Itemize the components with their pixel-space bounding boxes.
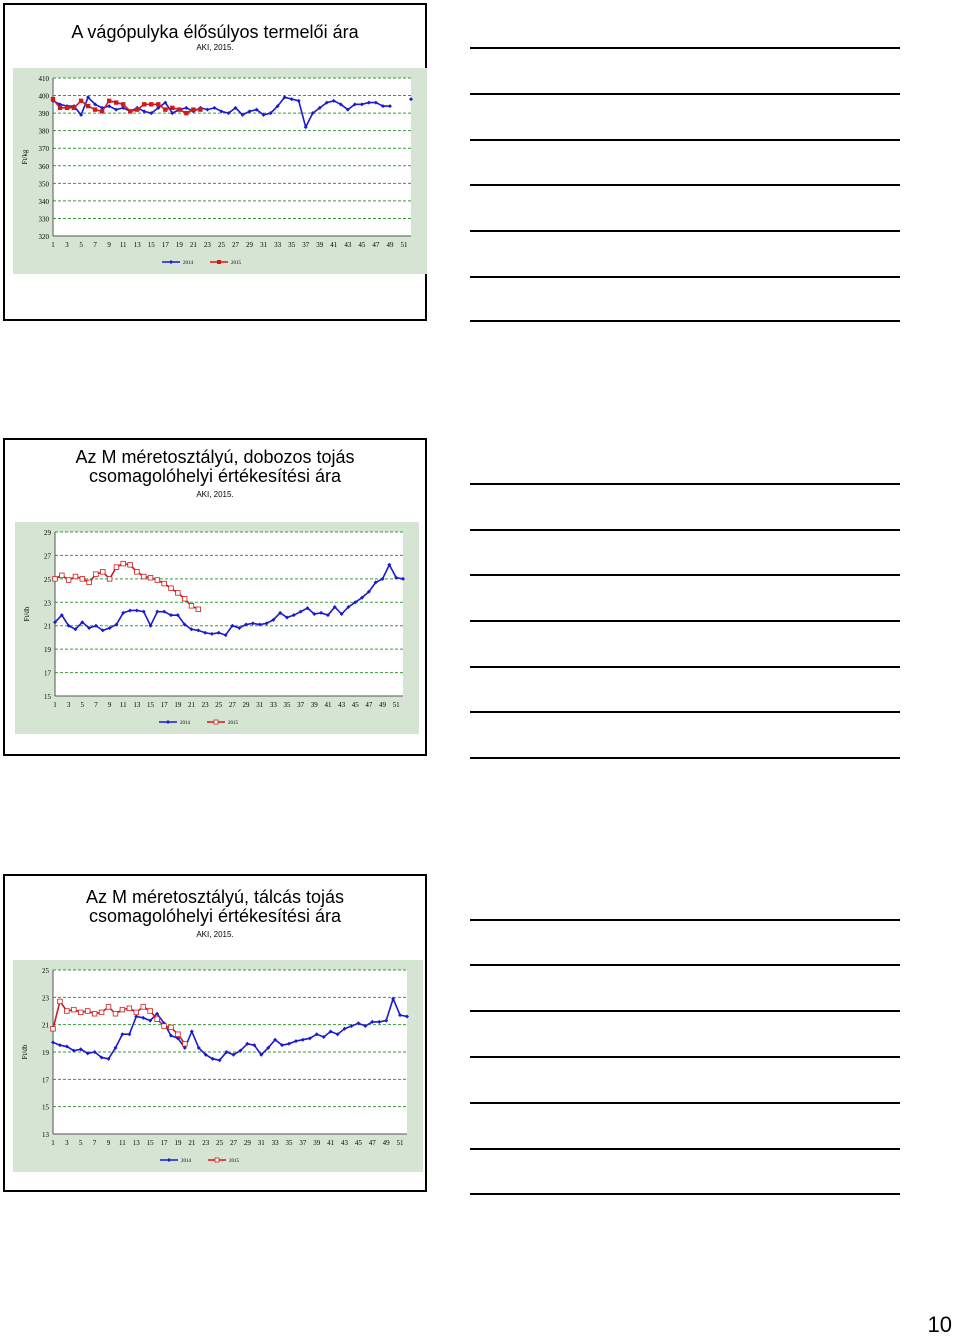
y-tick-label: 320 bbox=[38, 233, 49, 241]
note-line bbox=[470, 574, 900, 576]
data-point bbox=[182, 596, 187, 601]
tray-egg-price-chart bbox=[13, 960, 423, 1172]
data-point bbox=[107, 99, 111, 103]
x-tick-label: 47 bbox=[372, 241, 380, 249]
y-tick-label: 23 bbox=[44, 599, 51, 608]
note-line bbox=[470, 184, 900, 186]
chart-container bbox=[15, 522, 419, 734]
y-tick-label: 23 bbox=[42, 994, 49, 1003]
x-tick-label: 19 bbox=[174, 1139, 182, 1147]
data-point bbox=[169, 586, 174, 591]
data-point bbox=[66, 578, 71, 583]
x-tick-label: 25 bbox=[215, 701, 223, 709]
data-point bbox=[114, 565, 119, 570]
legend-label: 2014 bbox=[183, 261, 193, 266]
y-tick-label: 19 bbox=[42, 1049, 49, 1057]
data-point bbox=[148, 575, 153, 580]
x-tick-label: 1 bbox=[53, 701, 57, 709]
data-point bbox=[121, 561, 126, 566]
x-tick-label: 7 bbox=[93, 241, 97, 249]
data-point bbox=[58, 999, 63, 1004]
x-tick-label: 49 bbox=[386, 241, 394, 249]
data-point bbox=[141, 574, 146, 579]
slide-title-line: Az M méretosztályú, tálcás tojás bbox=[85, 887, 345, 907]
data-point bbox=[189, 604, 194, 609]
note-line bbox=[470, 757, 900, 759]
plot-area bbox=[55, 532, 403, 696]
data-point bbox=[128, 563, 133, 568]
data-point bbox=[121, 102, 125, 106]
data-point bbox=[184, 111, 188, 115]
y-axis-label: Ft/db bbox=[23, 606, 31, 622]
x-tick-label: 39 bbox=[313, 1139, 321, 1147]
data-point bbox=[198, 107, 202, 111]
x-tick-label: 15 bbox=[147, 701, 155, 709]
data-point bbox=[156, 102, 160, 106]
chart-container bbox=[13, 68, 427, 274]
x-tick-label: 27 bbox=[228, 701, 236, 709]
data-point bbox=[163, 107, 167, 111]
data-point bbox=[183, 1042, 188, 1047]
note-line bbox=[470, 529, 900, 531]
x-tick-label: 29 bbox=[246, 241, 254, 249]
x-tick-label: 23 bbox=[203, 241, 211, 249]
x-tick-label: 13 bbox=[133, 241, 141, 249]
y-tick-label: 15 bbox=[44, 693, 51, 701]
x-tick-label: 37 bbox=[302, 241, 310, 249]
page-number: 10 bbox=[927, 1312, 952, 1337]
note-line bbox=[470, 93, 900, 95]
data-point bbox=[94, 572, 99, 577]
x-tick-label: 21 bbox=[189, 241, 197, 249]
note-line bbox=[470, 276, 900, 278]
x-tick-label: 33 bbox=[271, 1139, 279, 1147]
x-tick-label: 17 bbox=[160, 701, 168, 709]
slide-1 bbox=[3, 3, 427, 321]
slide-title bbox=[5, 23, 425, 42]
x-tick-label: 45 bbox=[358, 241, 366, 249]
x-tick-label: 29 bbox=[242, 701, 250, 709]
x-tick-label: 9 bbox=[106, 1139, 111, 1147]
x-tick-label: 35 bbox=[285, 1139, 293, 1147]
x-tick-label: 7 bbox=[94, 701, 98, 709]
x-tick-label: 3 bbox=[66, 701, 71, 709]
note-line bbox=[470, 1193, 900, 1195]
legend-marker bbox=[214, 720, 218, 724]
data-point bbox=[51, 97, 55, 101]
data-point bbox=[155, 578, 160, 583]
data-point bbox=[78, 1010, 83, 1015]
x-tick-label: 7 bbox=[92, 1139, 97, 1147]
y-tick-label: 330 bbox=[38, 215, 49, 224]
data-point bbox=[142, 102, 146, 106]
data-point bbox=[80, 577, 85, 582]
note-line bbox=[470, 483, 900, 485]
data-point bbox=[65, 1009, 70, 1014]
data-point bbox=[113, 1011, 118, 1016]
x-tick-label: 9 bbox=[107, 701, 112, 709]
data-point bbox=[155, 1017, 160, 1022]
x-tick-label: 5 bbox=[79, 241, 83, 249]
data-point bbox=[135, 107, 139, 111]
x-tick-label: 49 bbox=[379, 701, 387, 709]
note-line bbox=[470, 320, 900, 322]
data-point bbox=[100, 570, 105, 575]
turkey-price-chart bbox=[13, 68, 427, 274]
y-tick-label: 400 bbox=[38, 92, 49, 101]
x-tick-label: 27 bbox=[229, 1139, 237, 1147]
note-line bbox=[470, 47, 900, 49]
note-line bbox=[470, 620, 900, 622]
y-tick-label: 13 bbox=[42, 1131, 49, 1139]
x-tick-label: 43 bbox=[341, 1139, 349, 1147]
y-tick-label: 21 bbox=[44, 622, 51, 631]
y-tick-label: 17 bbox=[44, 669, 51, 678]
note-line bbox=[470, 711, 900, 713]
legend-label: 2015 bbox=[229, 1159, 239, 1164]
y-tick-label: 340 bbox=[38, 197, 49, 206]
note-line bbox=[470, 964, 900, 966]
slide-source: AKI, 2015. bbox=[196, 930, 234, 939]
slide-2 bbox=[3, 438, 427, 756]
x-tick-label: 33 bbox=[274, 241, 282, 249]
data-point bbox=[162, 581, 167, 586]
y-tick-label: 380 bbox=[38, 127, 49, 136]
x-tick-label: 33 bbox=[269, 701, 277, 709]
y-tick-label: 21 bbox=[42, 1021, 49, 1030]
x-tick-label: 49 bbox=[382, 1139, 390, 1147]
x-tick-label: 41 bbox=[327, 1139, 335, 1147]
x-tick-label: 37 bbox=[299, 1139, 307, 1147]
x-tick-label: 19 bbox=[175, 241, 183, 249]
x-tick-label: 39 bbox=[310, 701, 318, 709]
x-tick-label: 39 bbox=[316, 241, 324, 249]
data-point bbox=[141, 1005, 146, 1010]
data-point bbox=[127, 1006, 132, 1011]
data-point bbox=[106, 1005, 111, 1010]
data-point bbox=[86, 104, 90, 108]
chart-container bbox=[13, 960, 423, 1172]
x-tick-label: 21 bbox=[187, 701, 195, 709]
x-tick-label: 11 bbox=[119, 241, 127, 249]
x-tick-label: 45 bbox=[354, 1139, 362, 1147]
y-tick-label: 19 bbox=[44, 646, 51, 655]
data-point bbox=[196, 607, 201, 612]
data-point bbox=[114, 100, 118, 104]
note-line bbox=[470, 1102, 900, 1104]
legend-marker bbox=[215, 1158, 219, 1162]
x-tick-label: 9 bbox=[107, 241, 111, 249]
y-tick-label: 350 bbox=[38, 180, 49, 189]
x-tick-label: 1 bbox=[51, 1139, 55, 1147]
data-point bbox=[73, 574, 78, 579]
y-tick-label: 29 bbox=[44, 529, 51, 537]
x-tick-label: 3 bbox=[65, 241, 69, 249]
note-line bbox=[470, 1010, 900, 1012]
data-point bbox=[176, 1032, 181, 1037]
note-line bbox=[470, 919, 900, 921]
y-tick-label: 17 bbox=[42, 1076, 49, 1085]
x-tick-label: 5 bbox=[79, 1139, 83, 1147]
x-tick-label: 51 bbox=[400, 241, 408, 249]
note-line bbox=[470, 1148, 900, 1150]
x-tick-label: 17 bbox=[160, 1139, 168, 1147]
y-axis-label: Ft/db bbox=[21, 1044, 29, 1060]
data-point bbox=[191, 107, 195, 111]
slide-3 bbox=[3, 874, 427, 1192]
data-point bbox=[169, 1025, 174, 1030]
data-point bbox=[120, 1007, 125, 1012]
x-tick-label: 47 bbox=[365, 701, 373, 709]
x-tick-label: 43 bbox=[344, 241, 352, 249]
data-point bbox=[79, 99, 83, 103]
slide-title-line: A vágópulyka élősúlyos termelői ára bbox=[71, 22, 359, 42]
y-axis-label: Ft/kg bbox=[21, 149, 29, 165]
note-line bbox=[470, 230, 900, 232]
data-point bbox=[87, 580, 92, 585]
x-tick-label: 41 bbox=[330, 241, 338, 249]
x-tick-label: 31 bbox=[257, 1139, 265, 1147]
data-point bbox=[135, 570, 140, 575]
x-tick-label: 11 bbox=[119, 701, 127, 709]
legend-marker bbox=[217, 260, 221, 264]
boxed-egg-price-chart bbox=[15, 522, 419, 734]
x-tick-label: 27 bbox=[232, 241, 240, 249]
data-point bbox=[107, 577, 112, 582]
data-point bbox=[58, 106, 62, 110]
legend-label: 2014 bbox=[180, 721, 190, 726]
x-tick-label: 51 bbox=[396, 1139, 404, 1147]
data-point bbox=[72, 1007, 77, 1012]
x-tick-label: 41 bbox=[324, 701, 332, 709]
x-tick-label: 31 bbox=[260, 241, 268, 249]
slide-source: AKI, 2015. bbox=[196, 490, 234, 499]
x-tick-label: 51 bbox=[392, 701, 400, 709]
y-tick-label: 370 bbox=[38, 145, 49, 154]
x-tick-label: 5 bbox=[80, 701, 85, 709]
data-point bbox=[134, 1010, 139, 1015]
legend-label: 2014 bbox=[181, 1159, 191, 1164]
data-point bbox=[100, 109, 104, 113]
x-tick-label: 45 bbox=[351, 701, 359, 709]
x-tick-label: 15 bbox=[146, 1139, 154, 1147]
x-tick-label: 3 bbox=[65, 1139, 69, 1147]
x-tick-label: 47 bbox=[368, 1139, 376, 1147]
x-tick-label: 11 bbox=[119, 1139, 126, 1147]
data-point bbox=[51, 1026, 56, 1031]
x-tick-label: 17 bbox=[161, 241, 169, 249]
note-line bbox=[470, 139, 900, 141]
x-tick-label: 31 bbox=[256, 701, 264, 709]
slide-source: AKI, 2015. bbox=[196, 43, 234, 52]
y-tick-label: 25 bbox=[42, 967, 49, 975]
x-tick-label: 25 bbox=[217, 241, 225, 249]
x-tick-label: 23 bbox=[202, 1139, 210, 1147]
data-point bbox=[53, 577, 58, 582]
x-tick-label: 23 bbox=[201, 701, 209, 709]
data-point bbox=[170, 106, 174, 110]
slide-title bbox=[5, 888, 425, 926]
legend-label: 2015 bbox=[231, 261, 241, 266]
x-tick-label: 19 bbox=[174, 701, 182, 709]
note-line bbox=[470, 666, 900, 668]
data-point bbox=[93, 107, 97, 111]
x-tick-label: 21 bbox=[188, 1139, 196, 1147]
x-tick-label: 29 bbox=[243, 1139, 251, 1147]
x-tick-label: 13 bbox=[132, 1139, 140, 1147]
y-tick-label: 410 bbox=[38, 75, 49, 83]
data-point bbox=[65, 106, 69, 110]
data-point bbox=[72, 106, 76, 110]
data-point bbox=[92, 1011, 97, 1016]
x-tick-label: 1 bbox=[51, 241, 55, 249]
slide-title-line: csomagolóhelyi értékesítési ára bbox=[88, 906, 342, 926]
slide-title bbox=[5, 448, 425, 486]
data-point bbox=[162, 1024, 167, 1029]
y-tick-label: 15 bbox=[42, 1103, 49, 1112]
slide-title-line: csomagolóhelyi értékesítési ára bbox=[88, 466, 342, 486]
data-point bbox=[99, 1010, 104, 1015]
data-point bbox=[60, 573, 65, 578]
data-point bbox=[176, 591, 181, 596]
data-point bbox=[85, 1009, 90, 1014]
plot-area bbox=[53, 78, 411, 236]
data-point bbox=[128, 109, 132, 113]
x-tick-label: 25 bbox=[216, 1139, 224, 1147]
y-tick-label: 390 bbox=[38, 110, 49, 119]
x-tick-label: 37 bbox=[297, 701, 305, 709]
x-tick-label: 43 bbox=[338, 701, 346, 709]
x-tick-label: 15 bbox=[147, 241, 155, 249]
y-tick-label: 360 bbox=[38, 162, 49, 171]
data-point bbox=[148, 1009, 153, 1014]
y-tick-label: 25 bbox=[44, 575, 51, 584]
x-tick-label: 35 bbox=[288, 241, 296, 249]
x-tick-label: 35 bbox=[283, 701, 291, 709]
y-tick-label: 27 bbox=[44, 552, 51, 561]
legend-label: 2015 bbox=[228, 721, 238, 726]
note-line bbox=[470, 1056, 900, 1058]
data-point bbox=[177, 107, 181, 111]
slide-title-line: Az M méretosztályú, dobozos tojás bbox=[75, 447, 355, 467]
x-tick-label: 13 bbox=[133, 701, 141, 709]
data-point bbox=[149, 102, 153, 106]
